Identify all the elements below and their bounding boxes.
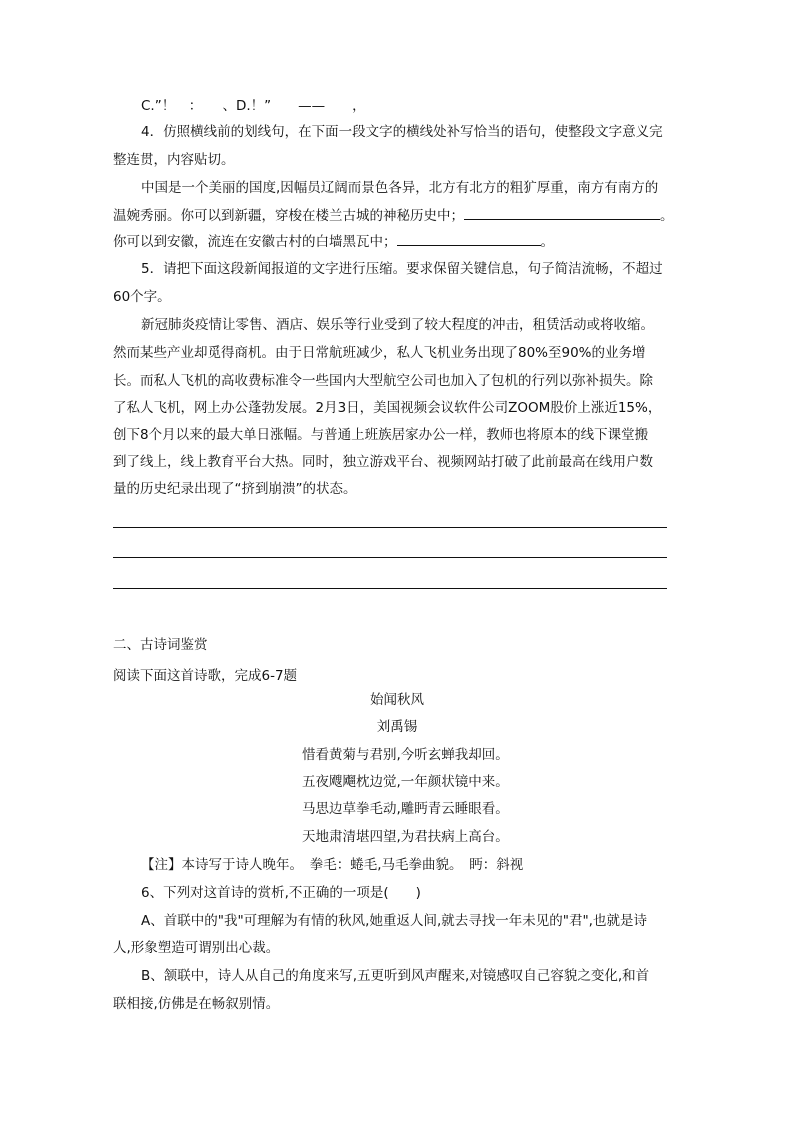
q4-text-line3-end: 。 [540,234,554,250]
q5-news-line: 了私人飞机，网上办公蓬勃发展。2月3日，美国视频会议软件公司ZOOM股价上涨近15%， [113,400,662,416]
poem-line: 天地肃清堪四望,为君扶病上高台。 [302,829,509,845]
poem-line: 马思边草拳毛动,雕眄青云睡眼看。 [302,801,509,817]
q5-news-line: 量的历史纪录出现了“挤到崩溃”的状态。 [113,481,357,497]
q4-text-line2-label: 温婉秀丽。你可以到新疆，穿梭在楼兰古城的神秘历史中； [113,208,464,224]
q4-prompt-line2: 整连贯，内容贴切。 [113,152,235,168]
q4-text-line3-label: 你可以到安徽，流连在安徽古村的白墙黑瓦中； [113,234,397,250]
poem-author: 刘禹锡 [376,719,418,735]
q4-text-line1: 中国是一个美丽的国度,因幅员辽阔而景色各异，北方有北方的粗犷厚重，南方有南方的 [141,180,659,196]
q5-prompt-line2: 60个字。 [113,289,171,305]
q5-news-line: 新冠肺炎疫情让零售、酒店、娱乐等行业受到了较大程度的冲击，租赁活动或将收缩。 [141,317,654,333]
q4-text-line3 [113,231,554,252]
q6-option-a-line2[interactable]: 人,形象塑造可谓别出心裁。 [113,940,280,956]
q5-news-line: 长。而私人飞机的高收费标准令一些国内大型航空公司也加入了包机的行列以弥补损失。除 [113,373,653,389]
q4-text-line2 [113,205,674,226]
q6-stem: 6、下列对这首诗的赏析,不正确的一项是( ) [141,885,421,901]
section-instruction: 阅读下面这首诗歌，完成6-7题 [113,668,298,684]
answer-line[interactable] [113,588,667,589]
q4-prompt-line1: 4．仿照横线前的划线句，在下面一段文字的横线处补写恰当的语句，使整段文字意义完 [141,124,663,140]
poem-title: 始闻秋风 [370,692,424,708]
q3-option-c-d: C.”！ ： 、D.！” —— ， [141,98,366,114]
q4-answer-blank-1[interactable] [464,205,660,220]
q4-text-line2-end: 。 [660,208,674,224]
q5-prompt-line1: 5．请把下面这段新闻报道的文字进行压缩。要求保留关键信息，句子简洁流畅，不超过 [141,261,663,277]
q6-option-a-line1[interactable]: A、首联中的"我"可理解为有情的秋风,她重返人间,就去寻找一年未见的"君",也就是诗 [141,913,647,929]
poem-line: 五夜飕飗枕边觉,一年颜状镜中来。 [302,774,509,790]
q6-option-b-line1[interactable]: B、颔联中，诗人从自己的角度来写,五更听到风声醒来,对镜感叹自己容貌之变化,和首 [141,968,650,984]
section-heading: 二、古诗词鉴赏 [113,637,208,653]
q4-answer-blank-2[interactable] [397,231,541,246]
poem-note: 【注】本诗写于诗人晚年。 拳毛：蜷毛,马毛拳曲貌。 眄：斜视 [141,857,524,873]
answer-line[interactable] [113,527,667,528]
q5-news-line: 然而某些产业却觅得商机。由于日常航班减少，私人飞机业务出现了80%至90%的业务增 [113,345,646,361]
q5-news-line: 到了线上，线上教育平台大热。同时，独立游戏平台、视频网站打破了此前最高在线用户数 [113,454,653,470]
q5-news-line: 创下8个月以来的最大单日涨幅。与普通上班族居家办公一样，教师也将原本的线下课堂搬 [113,427,649,443]
poem-line: 惜看黄菊与君别,今听玄蝉我却回。 [302,747,509,763]
q6-option-b-line2[interactable]: 联相接,仿佛是在畅叙别情。 [113,996,280,1012]
answer-line[interactable] [113,557,667,558]
